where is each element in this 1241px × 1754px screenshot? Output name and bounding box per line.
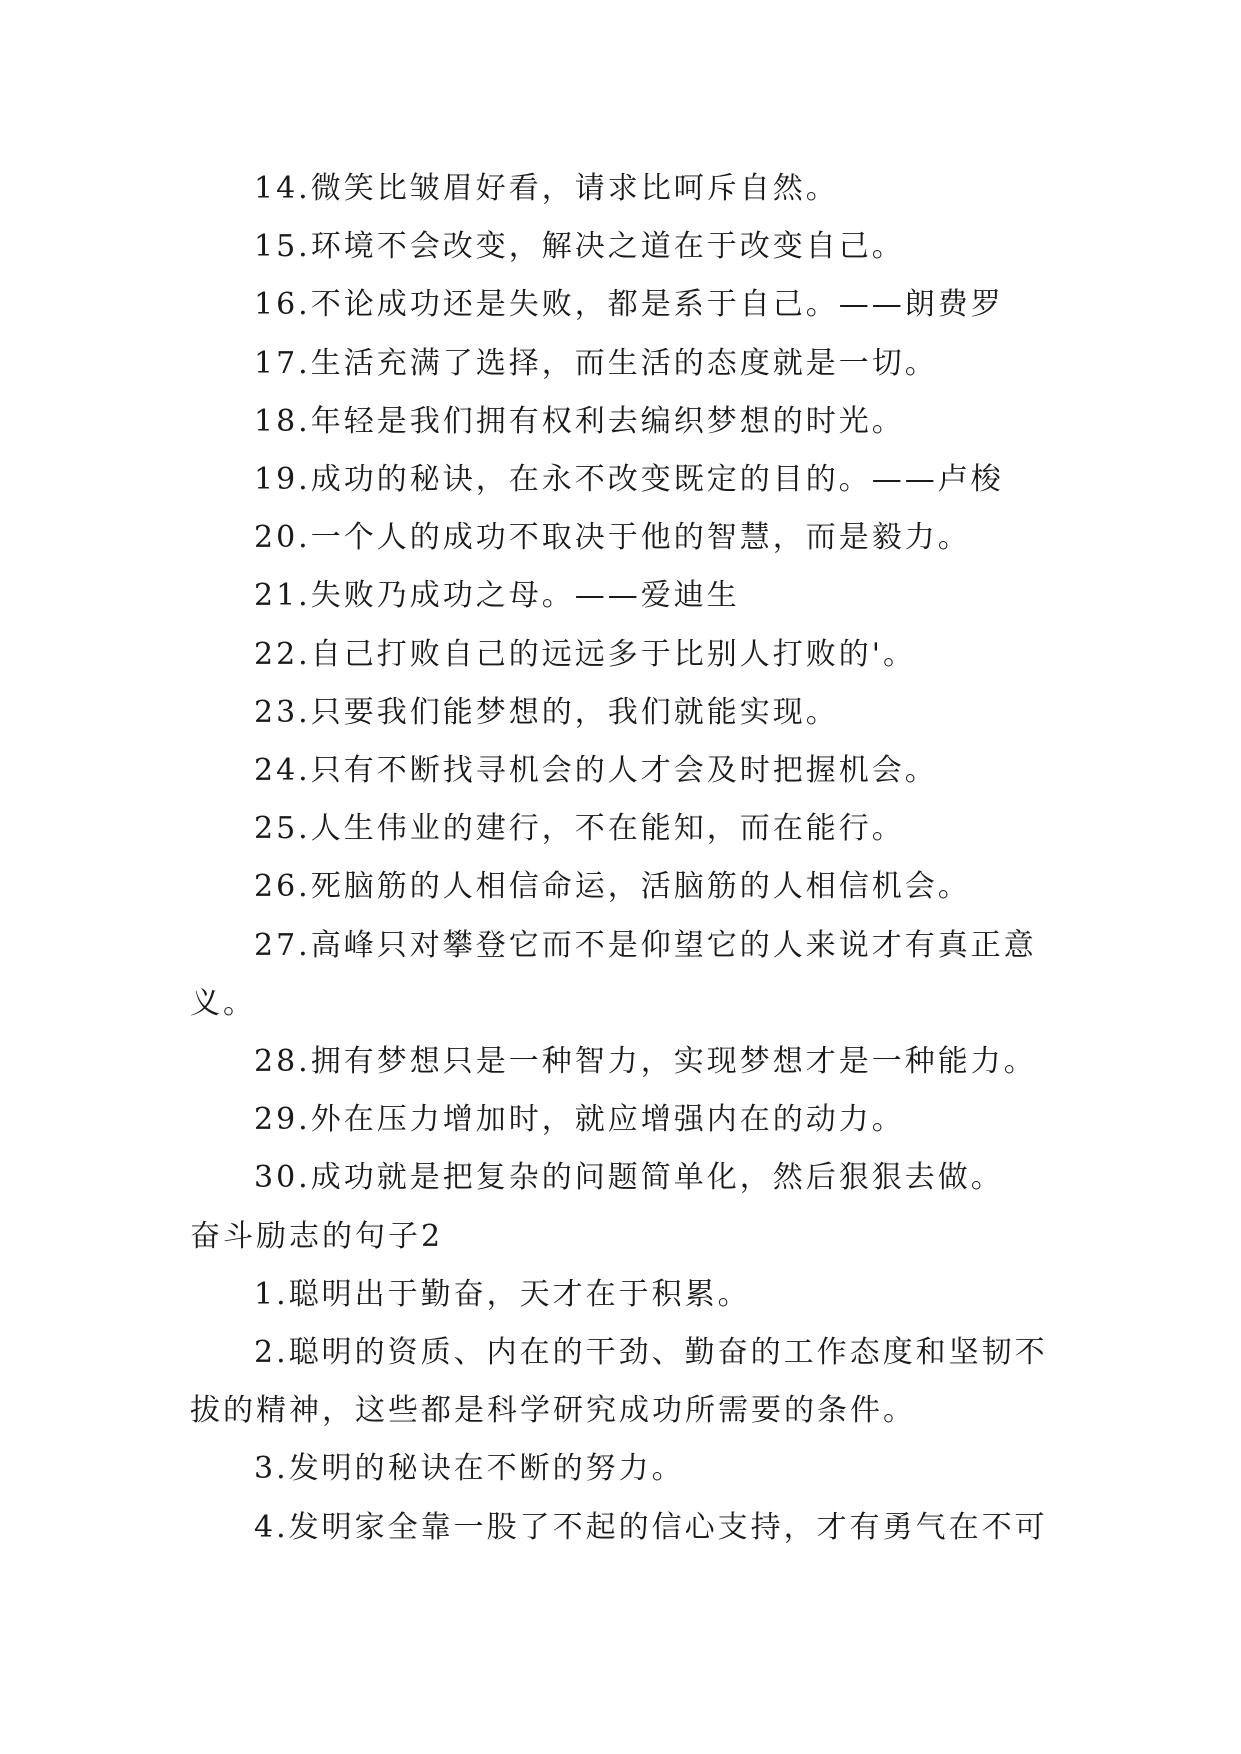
quote-line-23: 23.只要我们能梦想的，我们就能实现。 xyxy=(254,694,839,730)
quote-line-30: 30.成功就是把复杂的问题简单化，然后狠狠去做。 xyxy=(254,1160,1004,1196)
quote-line-29: 29.外在压力增加时，就应增强内在的动力。 xyxy=(254,1102,905,1138)
quote-line-26: 26.死脑筋的人相信命运，活脑筋的人相信机会。 xyxy=(254,869,971,905)
quote-line-15: 15.环境不会改变，解决之道在于改变自己。 xyxy=(254,229,905,265)
section-title: 奋斗励志的句子2 xyxy=(190,1218,444,1254)
quote-line-27-continued: 义。 xyxy=(190,985,256,1021)
quote-line-27: 27.高峰只对攀登它而不是仰望它的人来说才有真正意 xyxy=(254,927,1037,963)
quote-line-17: 17.生活充满了选择，而生活的态度就是一切。 xyxy=(254,345,938,381)
quote-line-21: 21.失败乃成功之母。——爱迪生 xyxy=(254,578,740,614)
section-quote-line-3: 3.发明的秘诀在不断的努力。 xyxy=(254,1451,685,1487)
quote-line-28: 28.拥有梦想只是一种智力，实现梦想才是一种能力。 xyxy=(254,1044,1037,1080)
quote-line-19: 19.成功的秘诀，在永不改变既定的目的。——卢梭 xyxy=(254,462,1004,498)
section-quote-line-2: 2.聪明的资质、内在的干劲、勤奋的工作态度和坚韧不 xyxy=(254,1335,1048,1371)
quote-line-24: 24.只有不断找寻机会的人才会及时把握机会。 xyxy=(254,753,938,789)
quote-line-18: 18.年轻是我们拥有权利去编织梦想的时光。 xyxy=(254,403,905,439)
quote-line-25: 25.人生伟业的建行，不在能知，而在能行。 xyxy=(254,811,905,847)
quote-line-16: 16.不论成功还是失败，都是系于自己。——朗费罗 xyxy=(254,287,1004,323)
document-body xyxy=(190,160,1048,1557)
quote-line-14: 14.微笑比皱眉好看，请求比呵斥自然。 xyxy=(254,171,839,206)
section-quote-line-4: 4.发明家全靠一股了不起的信心支持，才有勇气在不可 xyxy=(254,1509,1048,1545)
section-quote-line-1: 1.聪明出于勤奋，天才在于积累。 xyxy=(254,1276,751,1312)
quote-line-22: 22.自己打败自己的远远多于比别人打败的'。 xyxy=(254,636,916,672)
section-quote-line-2-continued: 拔的精神，这些都是科学研究成功所需要的条件。 xyxy=(190,1393,916,1429)
quote-line-20: 20.一个人的成功不取决于他的智慧，而是毅力。 xyxy=(254,520,971,556)
